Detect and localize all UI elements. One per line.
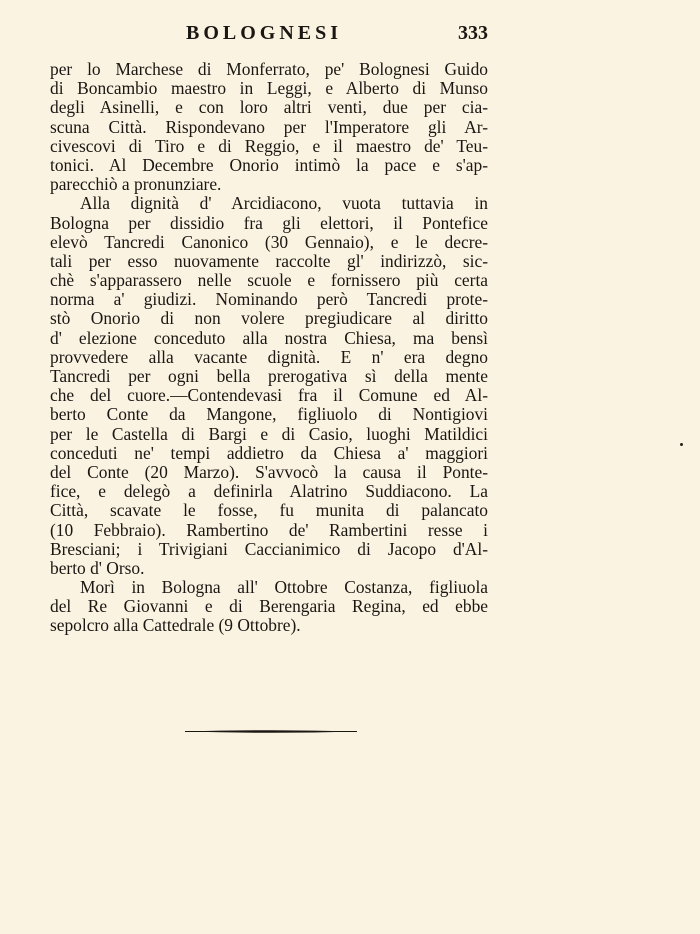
ink-speck bbox=[680, 443, 683, 446]
text-line: del Re Giovanni e di Berengaria Regina, ed ebbe bbox=[50, 597, 488, 617]
text-line: Bologna per dissidio fra gli elettori, il Pontefice bbox=[50, 213, 488, 233]
text-line: norma a' giudizi. Nominando però Tancredi prote- bbox=[50, 290, 488, 310]
page-header bbox=[50, 22, 488, 50]
text-line: Alla dignità d' Arcidiacono, vuota tuttavia in bbox=[80, 194, 488, 214]
text-line: per le Castella di Bargi e di Casio, luoghi Matildici bbox=[50, 424, 488, 444]
text-line: (10 Febbraio). Rambertino de' Rambertini resse i bbox=[50, 520, 488, 540]
running-head: BOLOGNESI bbox=[186, 22, 343, 44]
text-line: che del cuore.—Contendevasi fra il Comune ed Al- bbox=[50, 386, 488, 406]
body-text bbox=[50, 60, 488, 636]
text-line: Città, scavate le fosse, fu munita di palancato bbox=[50, 501, 488, 521]
page-number: 333 bbox=[458, 22, 488, 44]
text-line: conceduti ne' tempi addietro da Chiesa a' maggiori bbox=[50, 443, 488, 463]
text-line: parecchiò a pronunziare. bbox=[50, 175, 222, 195]
text-line: berto Conte da Mangone, figliuolo di Nontigiovi bbox=[50, 405, 488, 425]
text-line: civescovi di Tiro e di Reggio, e il maestro de' Teu- bbox=[50, 136, 488, 156]
text-line: stò Onorio di non volere pregiudicare al diritto bbox=[50, 309, 488, 329]
text-line: d' elezione conceduto alla nostra Chiesa, ma bensì bbox=[50, 328, 488, 348]
text-line: Tancredi per ogni bella prerogativa sì della mente bbox=[50, 367, 488, 386]
text-line: sepolcro alla Cattedrale (9 Ottobre). bbox=[50, 616, 301, 636]
text-line: Bresciani; i Trivigiani Caccianimico di Jacopo d'Al- bbox=[50, 539, 488, 559]
text-line: del Conte (20 Marzo). S'avvocò la causa il Ponte- bbox=[50, 462, 488, 482]
text-line: tonici. Al Decembre Onorio intimò la pace e s'ap- bbox=[50, 155, 488, 175]
text-line: berto d' Orso. bbox=[50, 558, 145, 578]
text-line: scuna Città. Rispondevano per l'Imperatore gli Ar- bbox=[50, 117, 488, 137]
text-line: Morì in Bologna all' Ottobre Costanza, figliuola bbox=[80, 578, 488, 598]
text-line: elevò Tancredi Canonico (30 Gennaio), e le decre- bbox=[50, 232, 488, 252]
text-line: provvedere alla vacante dignità. E n' era degno bbox=[50, 347, 488, 367]
section-end-rule bbox=[185, 729, 357, 734]
text-line: tali per esso nuovamente raccolte gl' indirizzò, sic- bbox=[50, 251, 488, 271]
text-line: degli Asinelli, e con loro altri venti, due per cia- bbox=[50, 98, 488, 118]
text-line: chè s'apparassero nelle scuole e fornissero più certa bbox=[50, 271, 488, 291]
text-line: di Boncambio maestro in Leggi, e Alberto di Munso bbox=[50, 79, 488, 99]
text-line: per lo Marchese di Monferrato, pe' Bolognesi Guido bbox=[50, 60, 488, 79]
text-line: fice, e delegò a definirla Alatrino Suddiacono. La bbox=[50, 482, 488, 502]
